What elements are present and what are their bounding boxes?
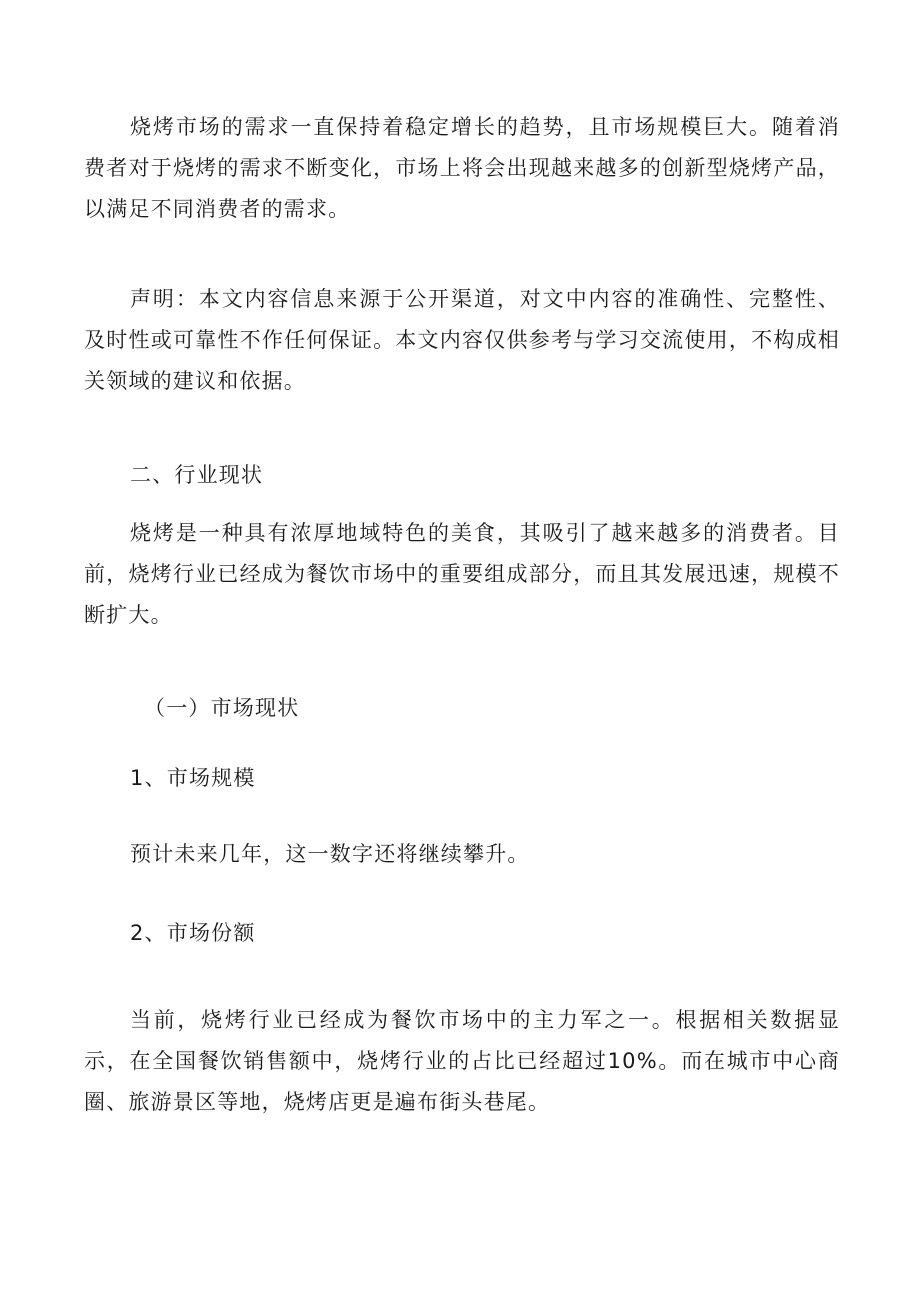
item-heading-market-share: 2、市场份额 (130, 921, 256, 945)
paragraph-disclaimer: 声明：本文内容信息来源于公开渠道，对文中内容的准确性、完整性、及时性或可靠性不作任何保证。本文内容仅供参考与学习交流使用，不构成相关领域的建议和依据。 (84, 287, 840, 393)
paragraph-market-demand: 烧烤市场的需求一直保持着稳定增长的趋势，且市场规模巨大。随着消费者对于烧烤的需求不断变化，市场上将会出现越来越多的创新型烧烤产品，以满足不同消费者的需求。 (84, 115, 840, 221)
subsection-heading-market-status: （一）市场现状 (144, 696, 300, 720)
item-heading-market-size: 1、市场规模 (130, 766, 256, 790)
section-heading-industry-status: 二、行业现状 (130, 463, 264, 487)
paragraph-market-share: 当前，烧烤行业已经成为餐饮市场中的主力军之一。根据相关数据显示，在全国餐饮销售额中，烧烤行业的占比已经超过10%。而在城市中心商圈、旅游景区等地，烧烤店更是遍布街头巷尾。 (84, 1008, 840, 1114)
paragraph-market-size: 预计未来几年，这一数字还将继续攀升。 (130, 842, 530, 866)
paragraph-industry-intro: 烧烤是一种具有浓厚地域特色的美食，其吸引了越来越多的消费者。目前，烧烤行业已经成为餐饮市场中的重要组成部分，而且其发展迅速，规模不断扩大。 (84, 521, 840, 627)
